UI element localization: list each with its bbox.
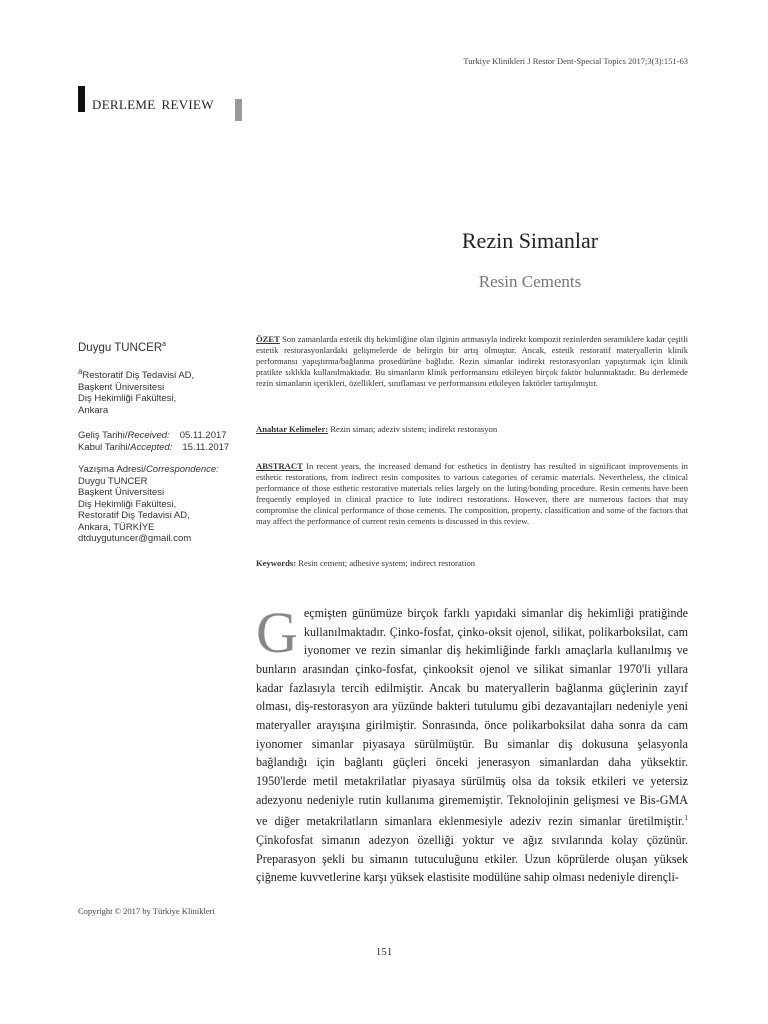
accepted-label: Kabul Tarihi/: [78, 441, 131, 453]
received-label: Geliş Tarihi/: [78, 430, 128, 441]
received-label-en: Received:: [127, 430, 170, 441]
affiliation-mark: a: [78, 367, 83, 376]
page-number: 151: [375, 946, 393, 958]
keywords: [256, 558, 688, 569]
accepted-date: 15.11.2017: [182, 441, 230, 453]
journal-citation: Turkiye Klinikleri J Restor Dent-Special Topics 2017;3(3):151-63: [463, 56, 688, 66]
body-text-part-a: eçmişten günümüze birçok farklı yapıdaki simanlar diş hekimliği pratiğinde kullanılmaktadır. Çinko-fosfat, çinko-oksit ojenol, silikat, polikarboksilat, cam iyonomer ve rezin simanlar diş hekimliğinde farklı amaçlarla kullanılmış ve bunların arasından çinko-fosfat, çinkooksit ojenol ve silikat simanlar 1970'li yıllara kadar fazlasıyla tercih edilmiştir. Ancak bu materyallerin bağlanma güçlerinin zayıf olması, diş-restorasyon ara yüzünde bakteri tutulumu gibi dezavantajları nedeniyle yeni materyaller arayışına girilmiştir. Sonrasında, önce polikarboksilat daha sonra da cam iyonomer simanlar piyasaya sürülmüştür. Bu simanlar diş dokusuna şelasyonla bağlandığı için bağlantı güçleri önceki jenerasyon simanlardan daha yüksektir. 1950'lerde metil metakrilatlar piyasaya sürülmüş olsa da toksik etkileri ve yetersiz adezyonu nedeniyle rutin kullanıma girememiştir. Teknolojinin gelişmesi ve Bis-GMA ve diğer metakrilatların simanlara eklenmesiyle adeziv rezin simanlar üretilmiştir.: [256, 606, 688, 829]
copyright: Copyright © 2017 by Türkiye Klinikleri: [78, 906, 215, 916]
correspondence-label-en: Correspondence:: [145, 464, 219, 475]
affiliation-line: Başkent Üniversitesi: [78, 381, 165, 393]
anahtar-text: Rezin siman; adeziv sistem; indirekt restorasyon: [330, 424, 498, 434]
drop-cap: G: [256, 600, 298, 665]
correspondence-line: Restoratif Diş Tedavisi AD,: [78, 510, 190, 521]
article-type-end-bar: [235, 99, 242, 121]
keywords-text: Resin cement; adhesive system; indirect restoration: [298, 558, 476, 568]
citation-ref[interactable]: 1: [684, 814, 688, 823]
abstract-text: In recent years, the increased demand for esthetics in dentistry has resulted in significant improvements in esthetic restorations, from indirect resin composites to various categories of ceramic materials. Nevertheless, the clinical performance of those esthetic restorative materials relies largely on the luting/bonding procedure. Resin cements have been frequently employed in clinical practice to lute indirect restorations. However, there are numerous factors that may compromise the clinical performance of those cements. The composition, property, classification and some of the factors that may affect the performance of current resin cements is discussed in this review.: [256, 461, 688, 527]
received-date-row: [78, 430, 248, 442]
affiliation-line: [78, 366, 248, 382]
correspondence-line: Duygu TUNCER: [78, 475, 148, 487]
accepted-label-en: Accepted:: [130, 441, 173, 453]
ozet-label: ÖZET: [256, 334, 280, 344]
ozet-paragraph: [256, 334, 688, 389]
affiliation-text: Restoratif Diş Tedavisi AD,: [82, 370, 195, 382]
ozet-text: Son zamanlarda estetik diş hekimliğine olan ilginin artmasıyla indirekt kompozit rezinlerden seramiklere kadar çeşitli estetik restorasyonlardaki gelişmelerde de belirgin bir artış olmuştur. Ancak, estetik restoratif materyallerin klinik performansı yapıştırma/bağlanma prosedürüne bağlıdır. Rezin simanlar indirekt restorasyonları yapıştırmak için klinik pratikte sıklıkla kullanılmaktadır. Bu simanların klinik performansını etkileyen birçok faktör bulunmaktadır. Bu derlemede rezin simanların içerikleri, özellikleri, sınıflaması ve performansını etkileyen faktörler tartışılmıştır.: [256, 334, 688, 389]
title-english: Resin Cements: [478, 272, 582, 291]
anahtar-kelimeler: [256, 424, 688, 435]
correspondence-line: Başkent Üniversitesi: [78, 487, 165, 498]
keywords-label: Keywords:: [256, 558, 297, 568]
accepted-date-row: [78, 442, 248, 454]
correspondence-label: [78, 464, 248, 476]
correspondence-line: Ankara, TÜRKİYE: [78, 521, 155, 533]
abstract-label: ABSTRACT: [256, 461, 303, 471]
article-type-tr: DERLEME: [92, 97, 156, 112]
article-type-bar: [78, 86, 85, 112]
received-date: 05.11.2017: [179, 430, 227, 441]
affiliation-line: Diş Hekimliği Fakültesi,: [78, 393, 177, 405]
body-text-part-b: Çinkofosfat simanın adezyon özelliği yoktur ve ağız sıvılarında kolay çözünür. Preparasyon şekli bu simanın tutuculuğunu etkiler. Uzun köprülerde oluşan yüksek çiğneme kuvvetlerine karşı yüksek elastisite modülüne sahip olması nedeniyle dirençli-: [256, 832, 688, 885]
article-type: [92, 97, 214, 113]
abstract-paragraph: [256, 461, 688, 528]
correspondence-label-tr: Yazışma Adresi/: [78, 464, 146, 475]
author-affiliation: [78, 366, 248, 416]
author-affiliation-mark: a: [162, 341, 167, 348]
article-type-en: REVIEW: [161, 97, 214, 112]
author-name-text: Duygu TUNCER: [78, 341, 163, 354]
affiliation-line: Ankara: [78, 404, 109, 416]
article-dates: [78, 430, 248, 453]
correspondence-line: Diş Hekimliği Fakültesi,: [78, 498, 177, 510]
author-name: [78, 339, 248, 354]
correspondence: [78, 464, 248, 545]
correspondence-email[interactable]: dtduygutuncer@gmail.com: [78, 533, 192, 544]
title-turkish: Rezin Simanlar: [461, 228, 599, 253]
anahtar-label: Anahtar Kelimeler:: [256, 424, 329, 434]
body-text: [256, 600, 688, 887]
